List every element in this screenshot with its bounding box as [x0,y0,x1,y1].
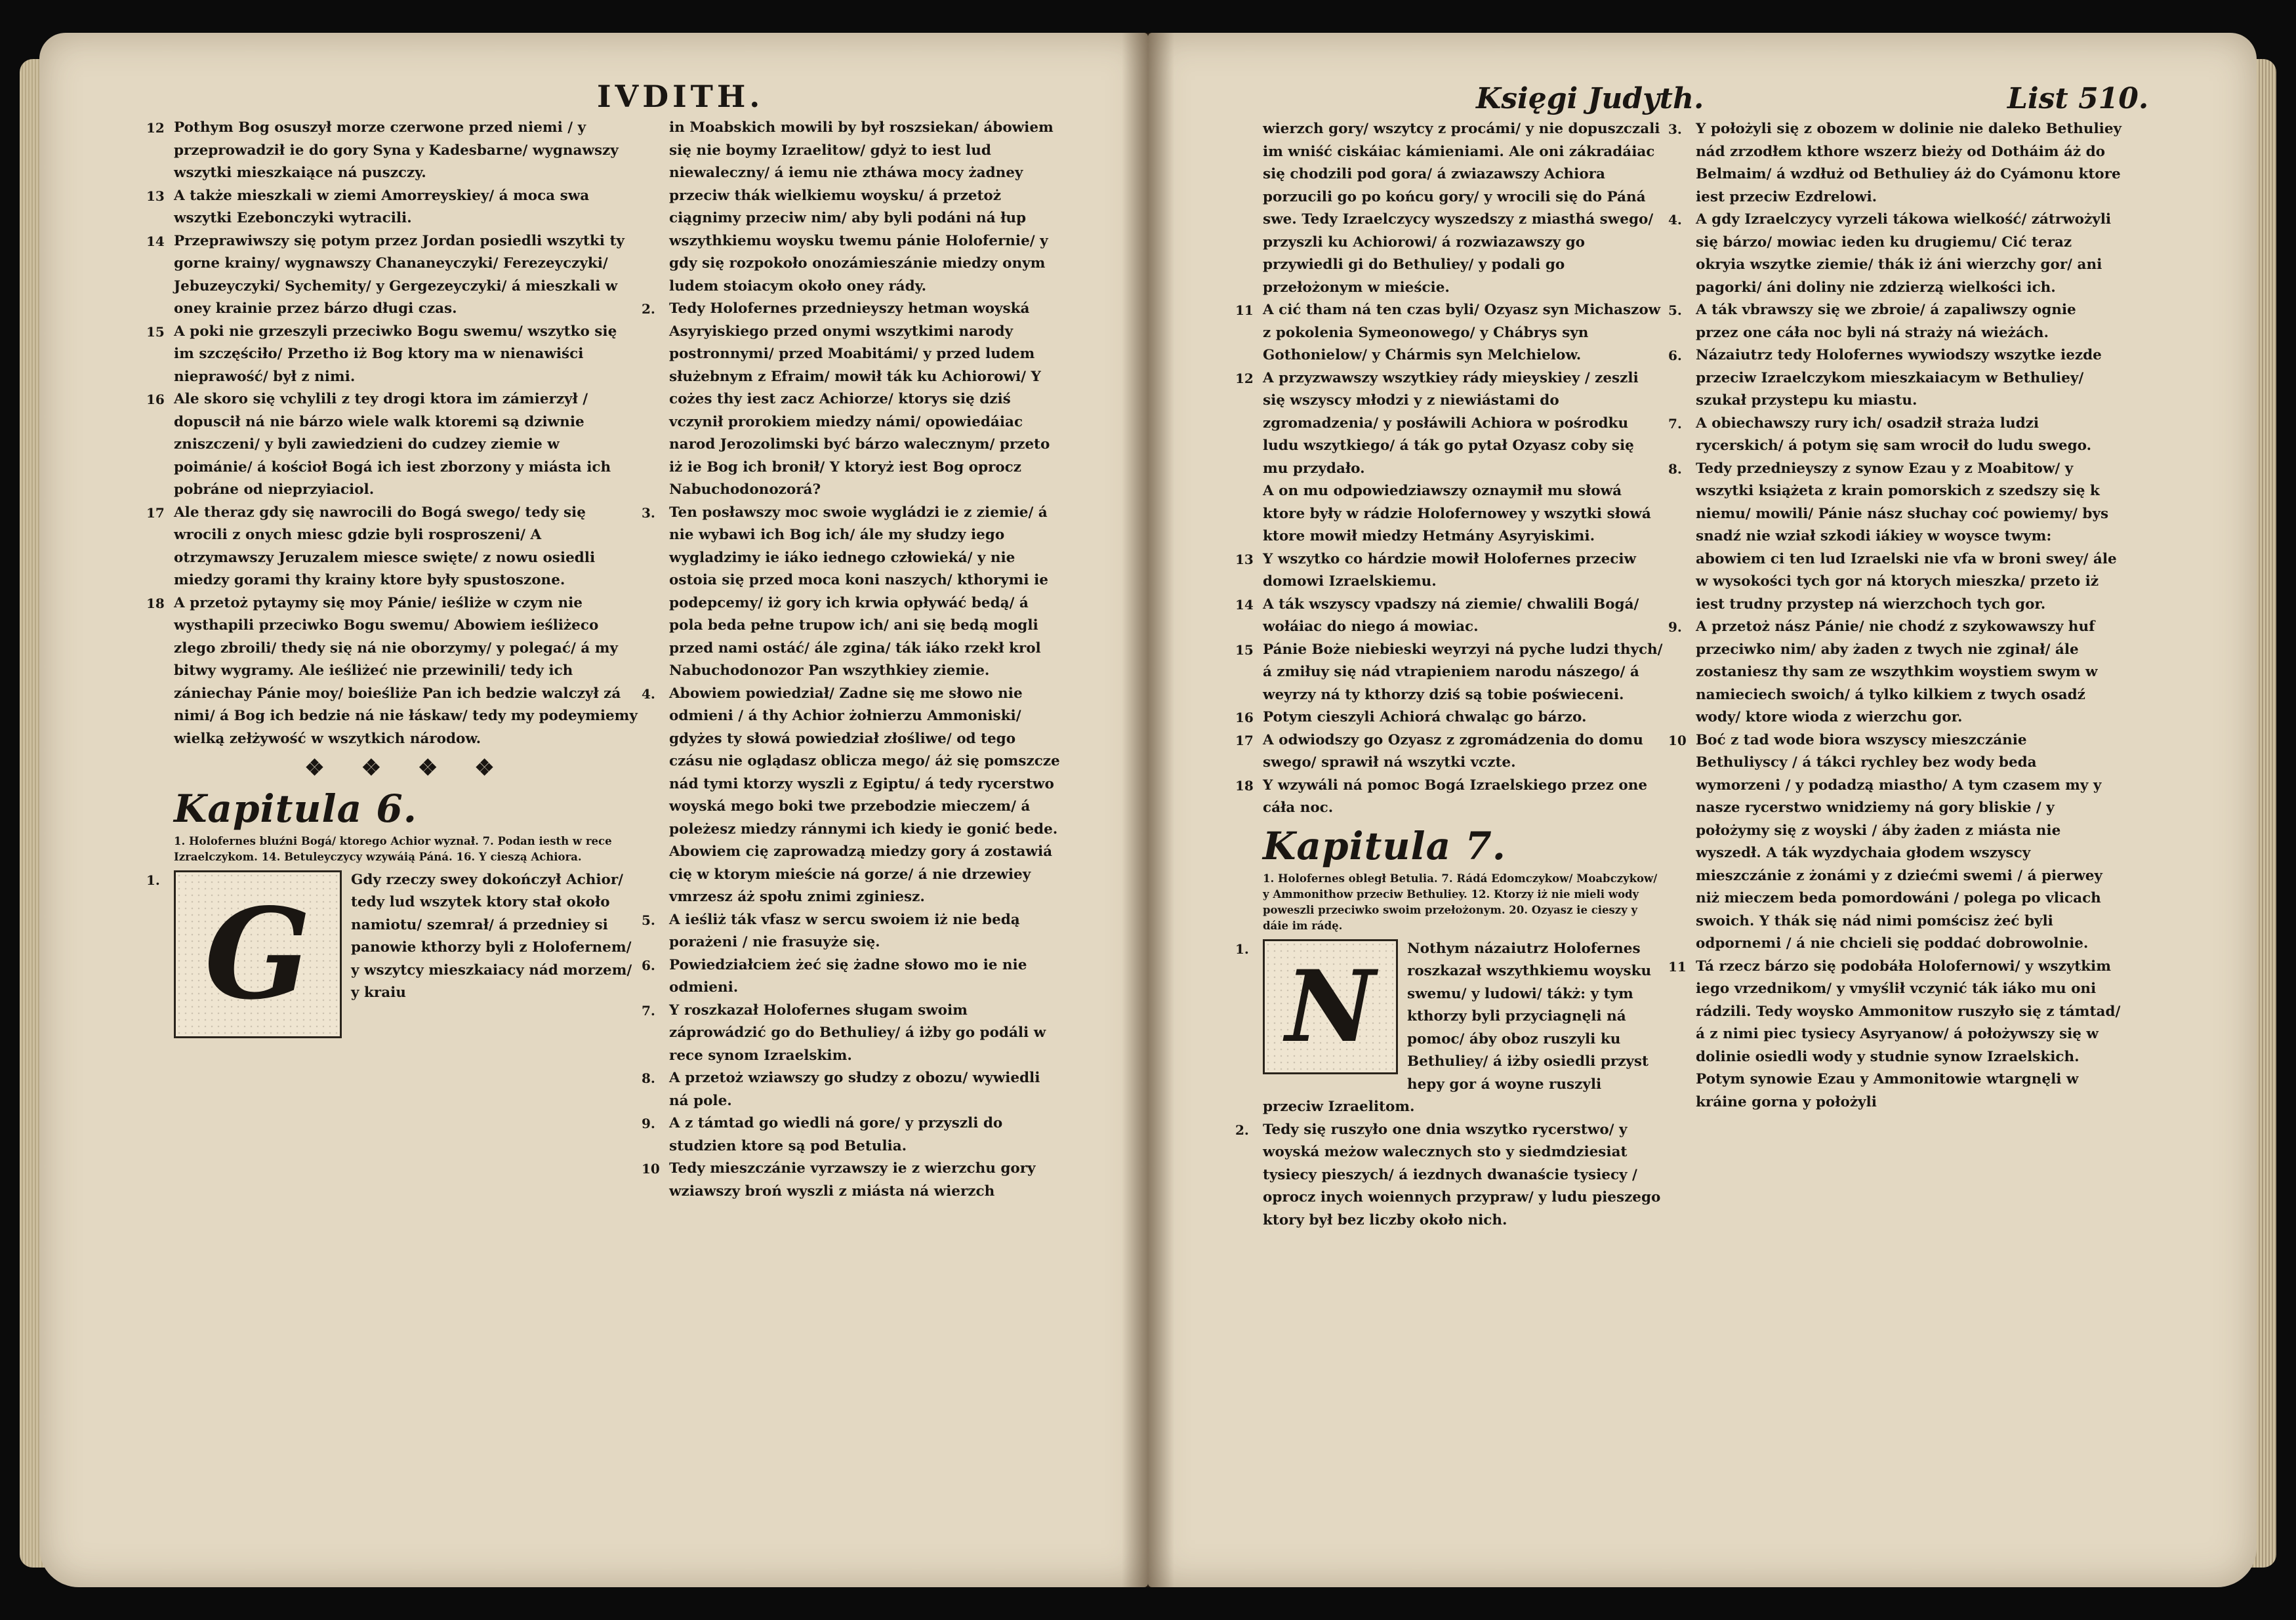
verse-number: 6. [642,957,655,973]
verse-number: 3. [1668,121,1682,137]
verse-number: 11 [1235,302,1254,318]
verse-text: Tedy się ruszyło one dnia wszytko rycerstwo/ y woyská meżow walecznych sto y siedmdziesiat tysiecy pieszych/ á iezdnych dwanaście tysiecy / oprocz inych woiennych przypraw/ y ludu pieszego ktory był bez liczby około nich. [1263,1121,1661,1228]
verse-number: 17 [1235,732,1254,748]
decorated-initial-g: G [174,870,342,1038]
verse-number: 16 [1235,710,1254,725]
verse [146,230,640,321]
verse-number: 11 [1668,958,1687,975]
verse [1235,706,1663,729]
verse [1235,594,1663,639]
verse-text: A ták vbrawszy się we zbroie/ á zapaliwszy ognie przez one cáła noc byli ná straży ná wieżách. [1696,302,2076,341]
verse-text: Y roszkazał Holofernes sługam swoim záprowádzić go do Bethuliey/ á iżby go podáli w rece synom Izraelskim. [669,1002,1046,1064]
verse-text: Názaiutrz tedy Holofernes wywiodszy wszytke iezde przeciw Izraelczykom mieszkaiacym w Bethuliey/ szukał przystepu ku miastu. [1696,347,2102,409]
verse [669,117,1063,298]
verse-number: 14 [146,233,165,249]
right-column-2 [1668,118,2122,1114]
verse [642,909,1063,954]
verse-number: 12 [146,120,165,136]
chapter-7-title: Kapitula 7. [1263,823,1506,868]
verse [1235,729,1663,775]
verse-text: Tedy Holofernes przednieyszy hetman woyská Asyryiskiego przed onymi wszytkimi narody postronnymi/ przed Moabitámi/ y przed ludem służebnym z Efraim/ mowił ták ku Achiorowi/ Y cożes thy iest zacz Achiorze/ ktorys się dziś vczynił prorokiem miedzy námi/ opowiedáiac narod Jerozolimski być bárzo walecznym/ przeto iż ie Bog ich bronił/ Y ktoryż iest Bog oprocz Nabuchodonozorá? [669,300,1050,498]
ch7-verse-2 [1235,1119,1663,1232]
chapter-6-title: Kapitula 6. [174,786,417,831]
verse-text: Przeprawiwszy się potym przez Jordan posiedli wszytki ty gorne krainy/ wygnawszy Chananeyczyki/ Ferezeyczyki/ Jebuzeyczyki/ Sychemity/ y Gergezeyczyki/ á mieszkali w oney krainie przez bárzo długi czas. [174,232,625,317]
open-book [39,33,2257,1587]
left-column-1 [146,117,640,1041]
verse [146,592,640,751]
verse-number: 18 [146,595,165,611]
ornaments: ❖ ❖ ❖ ❖ [304,755,509,781]
left-column-2 [642,117,1063,1203]
verse-text: A obiechawszy rury ich/ osadził straża ludzi rycerskich/ á potym się sam wrocił do ludu swego. [1696,415,2092,454]
verse-number: 10 [642,1161,660,1177]
verse-number: 13 [146,188,165,204]
verse-text: Abowiem powiedział/ Zadne się me słowo nie odmieni / á thy Achior żołnierzu Ammoniski/ gdyżes ty słowá powiedział złośliwe/ od tego czásu nie oglądasz oblicza mego/ áż się pomszcze nád tymi ktorzy wyszli z Egiptu/ á tedy rycerstwo woyská mego boki twe przebodzie mieczem/ á poleżesz miedzy ránnymi ich kiedy ie gonić bede. Abowiem cię zaprowadzą miedzy gory á zostawiá cię w ktorym mieście ná gorze/ á nie drzewiey vmrzesz áż społu znimi zginiesz. [669,685,1060,905]
verse-text: A poki nie grzeszyli przeciwko Bogu swemu/ wszytko się im szczęściło/ Przetho iż Bog ktory ma w nienawiści nieprawość/ był z nimi. [174,323,617,385]
verse [1263,480,1663,548]
left-col1-verses [146,117,640,750]
verse-number: 13 [1235,551,1254,567]
left-page [39,33,1148,1587]
verse-number: 14 [1235,596,1254,613]
verse [642,502,1063,683]
verse-number: 6. [1668,348,1682,363]
right-page [1148,33,2257,1587]
right-column-1 [1235,118,1663,1232]
left-col2-verses [642,117,1063,1203]
verse [146,185,640,230]
verse [1668,956,2122,1114]
verse-number: 5. [1668,302,1682,318]
decorated-initial-n: N [1263,939,1398,1074]
verse-number: 12 [1235,370,1254,386]
verse-number: 2. [1235,1122,1249,1138]
right-col2-verses [1668,118,2122,1114]
verse [1668,413,2122,458]
book-gutter [1122,33,1174,1587]
ch6-verse-1 [146,869,640,1027]
verse [146,321,640,389]
verse-text: Pothym Bog osuszył morze czerwone przed niemi / y przeprowadził ie do gory Syna y Kadesbarne/ wygnawszy wszytki mieszkaiące ná puszczy. [174,119,619,181]
verse [642,954,1063,1000]
verse-text: Y położyli się z obozem w dolinie nie daleko Bethuliey nád zrzodłem kthore wszerz bieży od Dotháim áż do Belmaim/ á wzdłuż od Bethuliey áż do Cyámonu ktore iest przeciw Ezdrelowi. [1696,121,2122,205]
verse-number: 3. [642,504,655,521]
verse-number: 1. [146,872,160,888]
verse-number: 4. [1668,212,1682,228]
verse-number: 10 [1668,732,1687,748]
verse [1668,616,2122,729]
verse-text: Tá rzecz bárzo się podobáła Holofernowi/ y wszytkim iego vrzednikom/ y vmyślił vczynić ták iáko mu oni rádzili. Tedy woysko Ammonitow ruszyło się z támtad/ á z nimi piec tysiecy Asyryanow/ á położywszy się w dolinie osiedli wody y studnie synow Izraelskich. Potym synowie Ezau y Ammonitowie wtargnęli w kráine gorna y położyli [1696,958,2121,1110]
verse-text: A także mieszkali w ziemi Amorreyskiey/ á moca swa wszytki Ezebonczyki wytracili. [174,187,590,226]
verse-text: in Moabskich mowili by był roszsiekan/ ábowiem się nie boymy Izraelitow/ gdyż to iest lud niewaleczny/ á iemu nie ztháwa mocy żadney przeciw thák wielkiemu woysku/ á przetoż ciągnimy przeciw nim/ aby byli podáni ná łup wszythkiemu woysku twemu pánie Holofernie/ y gdy się rozpokoło onozámieszánie miedzy onym ludem stoiacym około oney rády. [669,119,1054,294]
verse [1235,367,1663,481]
verse-text: Y wszytko co hárdzie mowił Holofernes przeciw domowi Izraelskiemu. [1263,550,1637,590]
verse-text: Boć z tad wode biora wszyscy mieszczánie Bethuliyscy / á tákci rychley bez wody beda wymorzeni / y podadzą miastho/ A tym czasem my y nasze rycerstwo wnidziemy ná gory bliskie / y położymy się z woyski / áby żaden z miásta nie wyszedł. A ták wyzdychaia głodem wszyscy mieszczánie z żonámi y z dziećmi swemi / á pierwey niż mieczem beda pomordowáni / polega po vlicach swoich. Y thák się nád nimi pomścisz żeć byli odpornemi / á nie chcieli się poddać dobrowolnie. [1696,731,2102,952]
verse [146,502,640,592]
verse-text: A ták wszyscy vpadszy ná ziemie/ chwalili Bogá/ wołáiac do niego á mowiac. [1263,596,1639,635]
verse-number: 17 [146,504,165,521]
verse-text: Y wzywáli ná pomoc Bogá Izraelskiego przez one cáła noc. [1263,777,1648,816]
verse-number: 15 [1235,641,1254,658]
verse-text: A z támtad go wiedli ná gore/ y przyszli do studzien ktore są pod Betulia. [669,1115,1003,1154]
verse-text: A cić tham ná ten czas byli/ Ozyasz syn Michaszow z pokolenia Symeonowego/ y Chábrys syn Gothonielow/ y Chármis syn Melchielow. [1263,302,1661,363]
verse-text: Gdy rzeczy swey dokończył Achior/ tedy lud wszytek ktory stał około namiotu/ szemrał/ á przedniey si panowie kthorzy byli z Holofernem/ y wszytcy mieszkaiacy nád morzem/ y kraiu [351,871,632,1001]
verse-number: 9. [1668,619,1682,635]
verse [642,1000,1063,1068]
verse-text: Nothym názaiutrz Holofernes roszkazał wszythkiemu woysku swemu/ y ludowi/ tákż: y tym kthorzy byli przyciagnęli ná pomoc/ áby oboz ruszyli ku Bethuliey/ á iżby osiedli przyst hepy gor á woyne ruszyli przeciw Izraelitom. [1263,940,1652,1115]
verse [1235,775,1663,820]
chapter-7-summary: 1. Holofernes obległ Betulia. 7. Rádá Edomczykow/ Moabczykow/ y Ammonithow przeciw Bethuliey. 12. Ktorzy iż nie mieli wody poweszli przeciwko swoim przełożonym. 20. Ozyasz ie cieszy y dáie im rádę. [1263,872,1658,932]
verse [1668,209,2122,299]
verse-number: 2. [642,301,655,317]
verse [1235,299,1663,367]
right-col1-verses [1235,118,1663,820]
verse [642,1112,1063,1158]
verse-number: 8. [642,1070,655,1086]
verse-number: 16 [146,392,165,407]
verse-text: Ale theraz gdy się nawrocili do Bogá swego/ tedy się wrocili z onych miesc gdzie byli rosproszeni/ A otrzymawszy Jeruzalem miesce swięte/ z nowu osiedli miedzy gorami thy krainy ktore były spustoszone. [174,504,596,588]
verse [1668,729,2122,956]
verse-number: 8. [1668,460,1682,477]
verse-text: wierzch gory/ wszytcy z procámi/ y nie dopuszczali im wniść ciskáiac kámieniami. Ale oni zákradáiac się chodzili pod gora/ á zwiazawszy Achiora porzucili go po końcu gory/ y wrocili się do Páná swe. Tedy Izraelczycy wyszedszy z miasthá swego/ przyszli ku Achiorowi/ á rozwiazawszy go przywiedli gi do Bethuliey/ y podali go przełożonym w mieście. [1263,121,1660,296]
verse [1668,299,2122,344]
verse [642,683,1063,909]
running-head-left: IVDITH. [597,79,764,114]
verse-text: A on mu odpowiedziawszy oznaymił mu słowá ktore były w rádzie Holofernowey y wszytki słowá ktore mowił miedzy Hetmány Asyryiskimi. [1263,483,1651,544]
verse-number: 1. [1235,941,1249,957]
verse-text: A odwiodszy go Ozyasz z zgromádzenia do domu swego/ sprawił ná wszytki vczte. [1263,731,1643,771]
verse [1668,458,2122,617]
verse [1235,639,1663,707]
verse-number: 9. [642,1116,655,1131]
verse-text: Tedy mieszczánie vyrzawszy ie z wierzchu gory wziawszy broń wyszli z miásta ná wierzch [669,1160,1036,1200]
running-head-right-center: Księgi Judyth. [1476,82,1704,115]
verse-text: Pánie Boże niebieski weyrzyi ná pyche ludzi thych/ á zmiłuy się nád vtrapieniem narodu nászego/ á weyrzy ná ty kthorzy dziś są tobie poświeceni. [1263,641,1663,703]
verse [1235,548,1663,594]
verse-text: Ale skoro się vchylili z tey drogi ktora im zámierzył / dopuscił ná nie bárzo wiele walk ktoremi są dziwnie zniszczeni/ y byli zawiedzieni do cudzey ziemie w poimánie/ á kościoł Bogá ich iest zborzony y miásta ich pobráne od nieprzyiaciol. [174,391,611,498]
running-head-folio: List 510. [2007,82,2149,115]
verse-text: A przetoż nász Pánie/ nie chodź z szykowawszy huf przeciwko nim/ aby żaden z twych nie zginał/ ále zostaniesz thy sam ze wszythkim woystiem swym w namieciech swoich/ á tylko kilkiem z twych osadź wody/ ktore wioda z wierzchu gor. [1696,618,2098,725]
verse-number: 7. [1668,415,1682,432]
verse-text: Powiedziałciem żeć się żadne słowo mo ie nie odmieni. [669,956,1027,996]
verse-number: 4. [642,685,655,702]
chapter-6-summary: 1. Holofernes bluźni Bogá/ ktorego Achior wyznał. 7. Podan iesth w rece Izraelczykom. 14. Betuleyczycy wzywáią Páná. 16. Y cieszą Achiora. [174,834,612,863]
verse-number: 18 [1235,777,1254,794]
verse-text: Tedy przednieyszy z synow Ezau y z Moabitow/ y wszytki książeta z krain pomorskich z szedszy się k niemu/ mowili/ Pánie nász słuchay coć powiemy/ bys snadź nie wział szkodi iákiey w woysce twym: abowiem ci ten lud Izraelski nie vfa w broni swey/ ále w wysokości tych gor ná ktorych mieszka/ przeto iż iest trudny przystep ná wierzchoch tych gor. [1696,460,2117,613]
verse-text: A ieśliż ták vfasz w sercu swoiem iż nie bedą porażeni / nie frasuyże się. [669,911,1020,950]
verse-text: A przetoż wziawszy go słudzy z obozu/ wywiedli ná pole. [669,1070,1040,1109]
verse-text: A gdy Izraelczycy vyrzeli tákowa wielkość/ zátrwożyli się bárzo/ mowiac ieden ku drugiemu/ Cić teraz okryia wszytke ziemie/ thák iż áni wierzchy gor/ ani pagorki/ áni doliny nie zdzierzą wielkości ich. [1696,211,2112,296]
verse-text: Ten posławszy moc swoie wygládzi ie z ziemie/ á nie wybawi ich Bog ich/ ále my słudzy iego wygladzimy ie iáko iednego człowieká/ y nie ostoia się przed moca koni naszych/ kthorymi ie podepcemy/ iż gory ich krwia opływáć bedą/ á pola beda pełne trupow ich/ ani się bedą mogli przed nami ostáć/ ále zgina/ ták iáko rzekł krol Nabuchodonozor Pan wszythkiey ziemie. [669,504,1048,679]
verse-number: 5. [642,912,655,928]
verse [642,298,1063,502]
ch7-verse-1 [1235,938,1663,1119]
verse-text: Potym cieszyli Achiorá chwaląc go bárzo. [1263,709,1587,725]
verse-number: 15 [146,323,165,340]
verse-text: A przetoż pytaymy się moy Pánie/ ieśliże w czym nie wysthapili przeciwko Bogu swemu/ Abowiem ieśliżeco zlego zbroili/ thedy się ná nie oborzymy/ y polegać/ á my bitwy wygramy. Ale ieśliżeć nie przewinili/ tedy ich zániechay Pánie moy/ boieśliże Pan ich bedzie walczył zá nimi/ á Bog ich bedzie ná nie łáskaw/ tedy my podeymiemy wielką zełżywość w wszytkich národow. [174,594,638,747]
verse [1668,344,2122,413]
verse [642,1158,1063,1203]
verse [1668,118,2122,209]
verse-text: A przyzwawszy wszytkiey rády mieyskiey / zeszli się wszyscy młodzi y z niewiástami do zgromadzenia/ y posłáwili Achiora w pośrodku ludu wszytkiego/ á ták go pytał Ozyasz coby się mu przydało. [1263,369,1639,477]
verse [642,1067,1063,1112]
verse [146,117,640,185]
verse [146,388,640,502]
verse-number: 7. [642,1002,655,1019]
verse [1263,118,1663,299]
